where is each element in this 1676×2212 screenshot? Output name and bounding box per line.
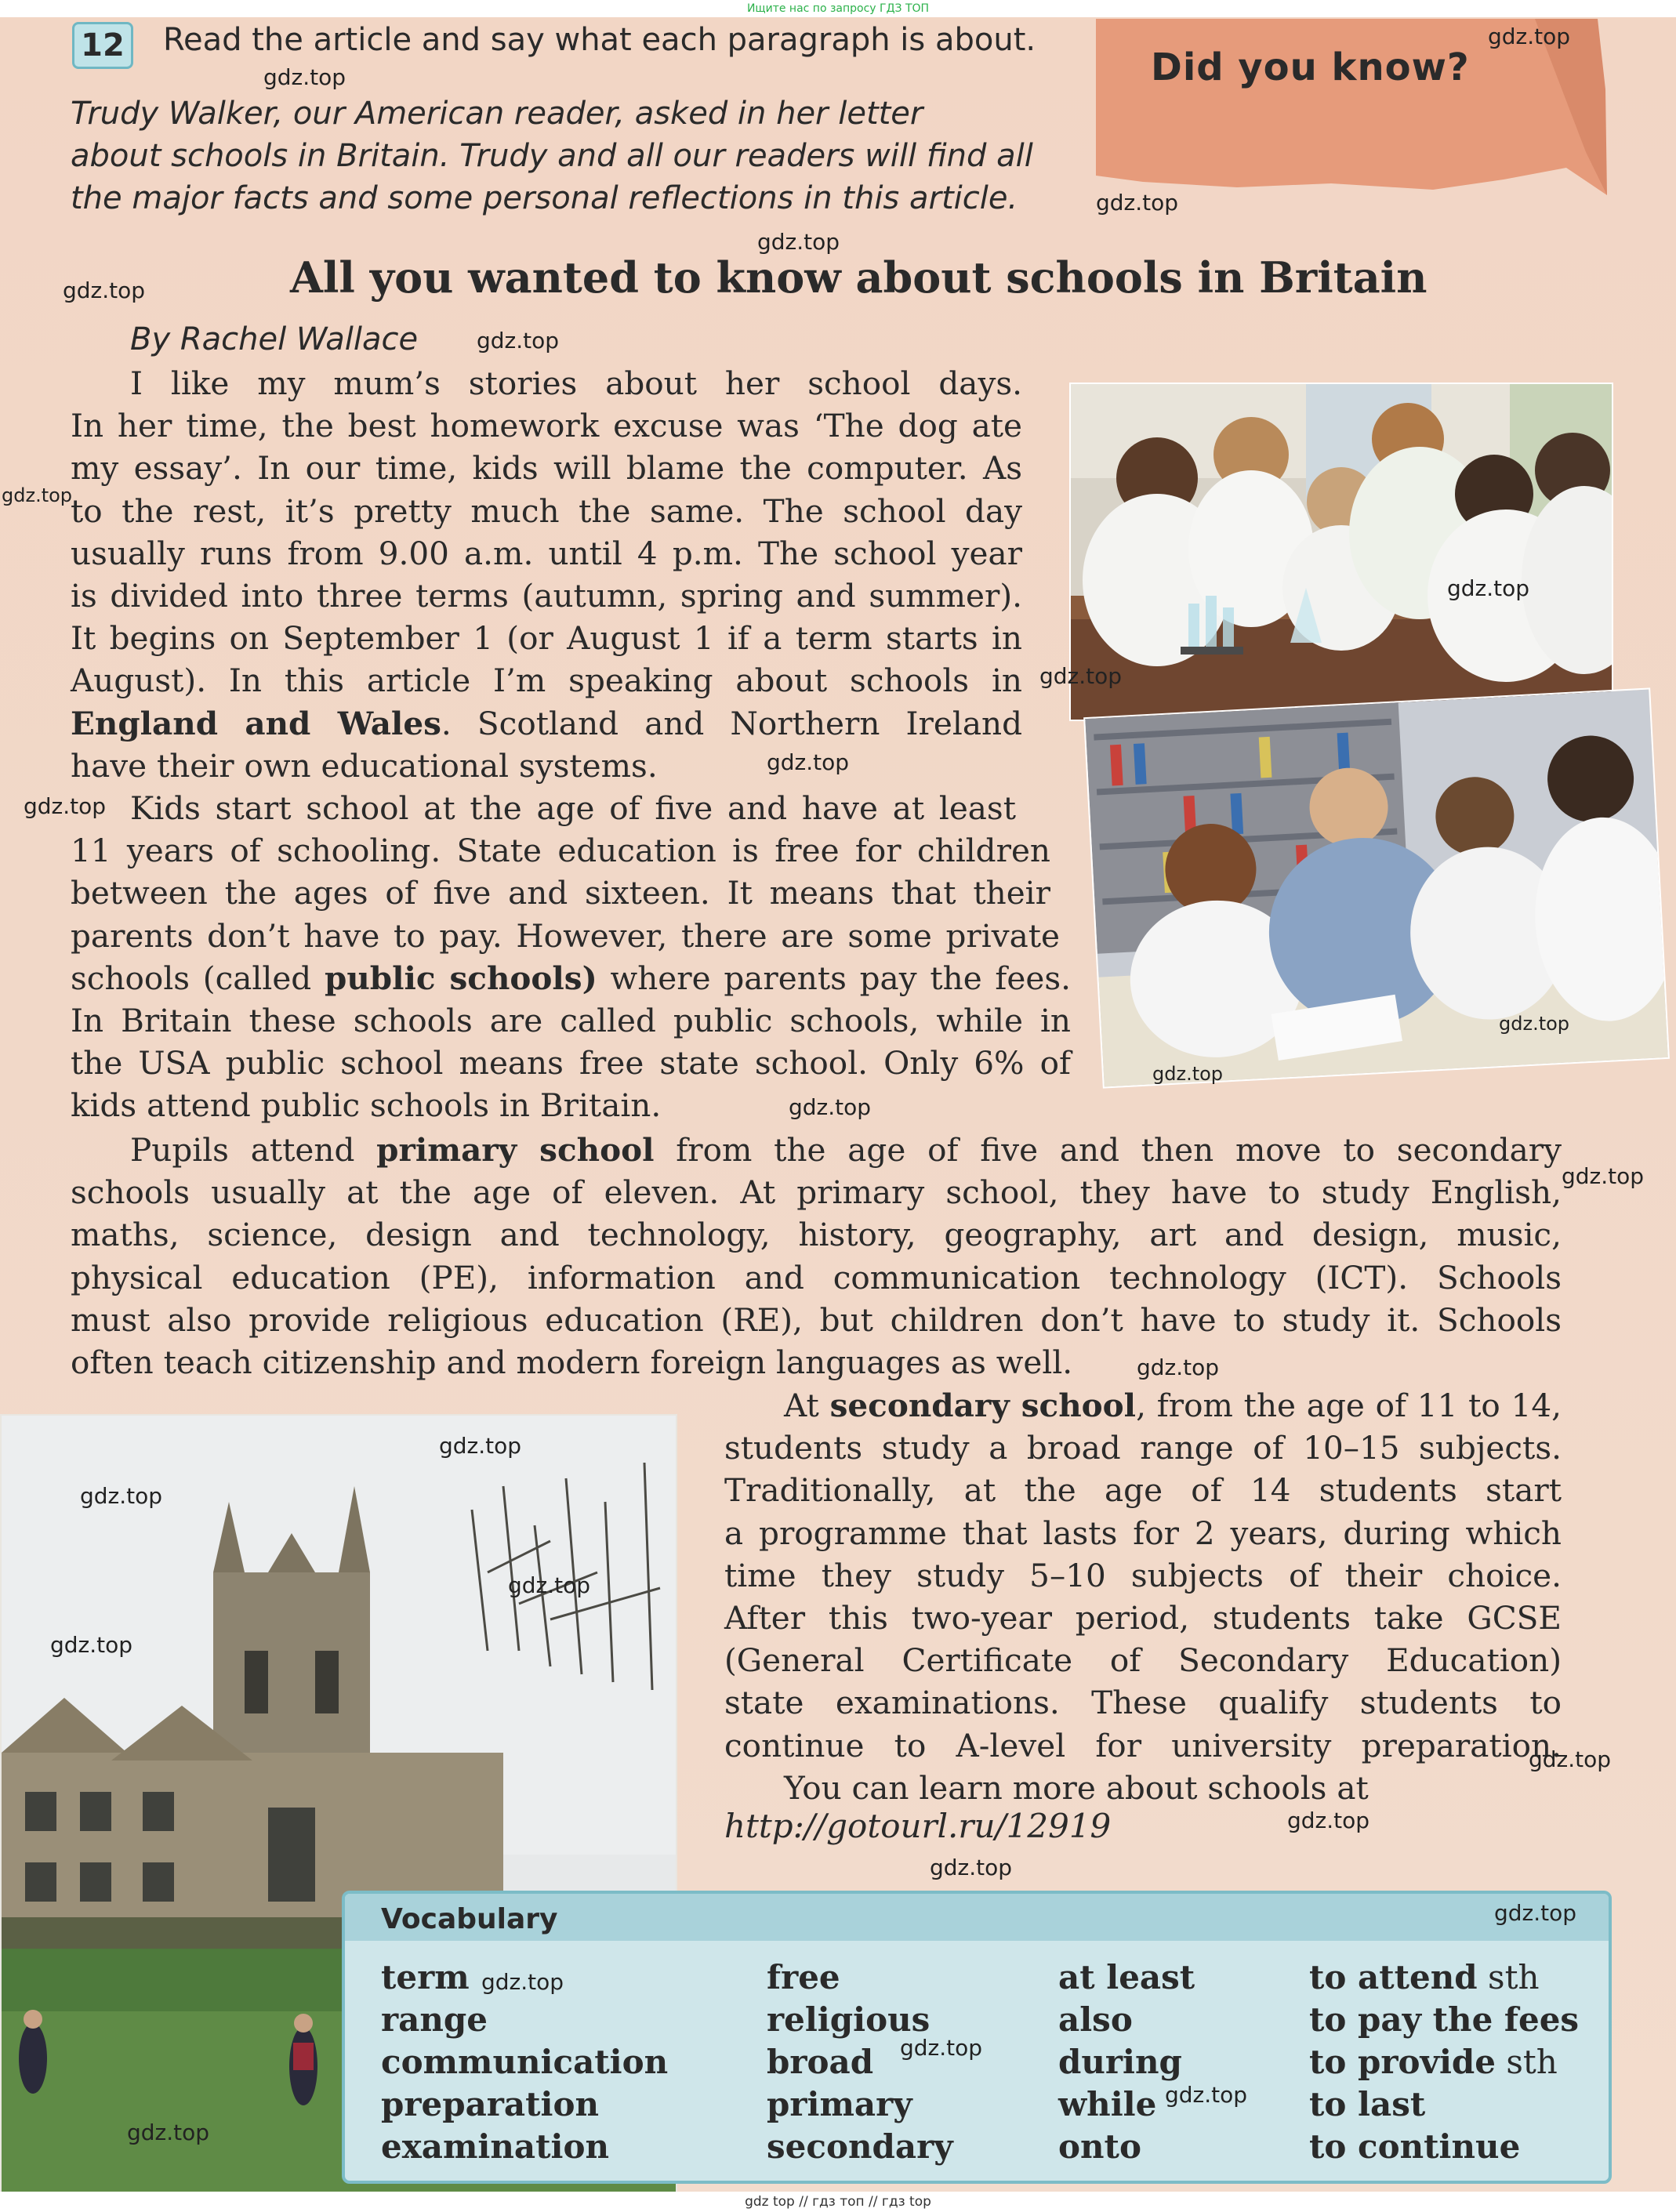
vocab-phrase <box>1309 2126 1579 2168</box>
bold-term: public schools) <box>325 959 597 997</box>
text-line: In Britain these schools are called public schools, while in <box>71 1002 1071 1040</box>
watermark: gdz.top <box>1499 1013 1570 1035</box>
watermark: gdz.top <box>508 1572 591 1598</box>
watermark: gdz.top <box>439 1433 522 1459</box>
text-fragment: Pupils attend <box>130 1131 377 1169</box>
text-line: It begins on September 1 (or August 1 if a term starts in <box>71 619 1022 658</box>
text-line: state examinations. These qualify students to <box>724 1684 1562 1722</box>
text-line <box>724 1384 1562 1427</box>
text-line: August). In this article I’m speaking about schools in <box>71 662 1022 700</box>
text-line: continue to A-level for university preparation. <box>724 1726 1562 1764</box>
text-fragment: where parents pay the fees. <box>597 959 1071 997</box>
vocabulary-column-2 <box>767 1956 953 2168</box>
bottom-note: gdz top // гдз топ // гдз top <box>0 2192 1676 2212</box>
paragraph-4 <box>724 1384 1562 1809</box>
vocabulary-column-4 <box>1309 1956 1579 2168</box>
watermark: gdz.top <box>63 277 146 303</box>
vocab-phrase <box>1309 1999 1579 2041</box>
vocab-word: religious <box>767 2000 931 2039</box>
watermark: gdz.top <box>1488 24 1571 49</box>
article-byline: By Rachel Wallace <box>130 321 419 357</box>
watermark: gdz.top <box>127 2120 210 2145</box>
text-line: between the ages of five and sixteen. It means that their <box>71 874 1050 912</box>
watermark: gdz.top <box>767 749 850 775</box>
text-line: a programme that lasts for 2 years, during which <box>724 1514 1562 1552</box>
text-line: the USA public school means free state school. Only 6% of <box>71 1044 1071 1082</box>
vocab-word: term <box>381 1958 470 1996</box>
text-line: kids attend public schools in Britain. <box>71 1086 662 1125</box>
vocab-phrase-bold: to pay the fees <box>1309 2000 1580 2039</box>
text-line <box>71 1129 1562 1171</box>
text-fragment: . Scotland and Northern Ireland <box>441 704 1022 742</box>
vocab-word: primary <box>767 2085 912 2123</box>
watermark: gdz.top <box>24 793 107 819</box>
vocab-phrase-bold: to last <box>1309 2085 1426 2123</box>
vocab-word: examination <box>381 2127 610 2166</box>
watermark: gdz.top <box>1039 663 1123 689</box>
watermark: gdz.top <box>477 328 560 354</box>
vocab-phrase-object: sth <box>1496 2043 1558 2081</box>
vocab-phrase-bold: to continue <box>1309 2127 1521 2166</box>
photo-library <box>1083 687 1670 1088</box>
vocabulary-title: Vocabulary <box>381 1903 558 1935</box>
watermark: gdz.top <box>1137 1354 1220 1380</box>
vocab-word: onto <box>1058 2127 1141 2166</box>
intro-line: about schools in Britain. Trudy and all our readers will find all <box>71 138 1033 174</box>
text-line: After this two-year period, students take GCSE <box>724 1599 1562 1637</box>
vocab-phrase-bold: to attend <box>1309 1958 1478 1996</box>
watermark: gdz.top <box>481 1969 564 1995</box>
text-fragment: schools (called <box>71 959 325 997</box>
watermark: gdz.top <box>263 64 346 90</box>
exercise-instruction: Read the article and say what each paragraph is about. <box>163 22 1036 58</box>
vocab-word: preparation <box>381 2085 600 2123</box>
library-illustration <box>1085 689 1668 1086</box>
vocab-word: at least <box>1058 1958 1195 1996</box>
vocab-word: range <box>381 2000 488 2039</box>
text-line: time they study 5–10 subjects of their choice. <box>724 1556 1562 1594</box>
vocab-phrase <box>1309 1956 1579 1999</box>
text-line: Kids start school at the age of five and have at least <box>130 789 1016 827</box>
intro-line: Trudy Walker, our American reader, asked in her letter <box>71 96 923 132</box>
text-line: schools usually at the age of eleven. At primary school, they have to study English, <box>71 1173 1562 1212</box>
text-line: maths, science, design and technology, history, geography, art and design, music, <box>71 1216 1562 1254</box>
text-line <box>71 957 1071 999</box>
watermark: gdz.top <box>80 1483 163 1509</box>
did-you-know-label: Did you know? <box>1151 45 1470 89</box>
watermark: gdz.top <box>1494 1900 1577 1926</box>
text-line: usually runs from 9.00 a.m. until 4 p.m. The school year <box>71 534 1022 572</box>
text-line: must also provide religious education (RE), but children don’t have to study it. Schools <box>71 1300 1562 1339</box>
intro-line: the major facts and some personal reflections in this article. <box>71 180 1018 216</box>
vocab-word: free <box>767 1958 840 1996</box>
watermark: gdz.top <box>900 2035 983 2061</box>
text-line: often teach citizenship and modern foreign languages as well. <box>71 1344 1073 1382</box>
watermark: gdz.top <box>50 1632 133 1658</box>
text-line: You can learn more about schools at <box>784 1768 1369 1807</box>
vocab-word: also <box>1058 2000 1133 2039</box>
paragraph-2 <box>71 787 1071 1127</box>
bold-term: England and Wales <box>71 704 441 742</box>
vocab-phrase-bold: to provide <box>1309 2043 1496 2081</box>
vocab-word: while <box>1058 2085 1157 2123</box>
watermark: gdz.top <box>1165 2082 1248 2108</box>
text-line: physical education (PE), information and communication technology (ICT). Schools <box>71 1258 1562 1296</box>
bold-term: secondary school <box>829 1387 1137 1424</box>
watermark: gdz.top <box>1562 1163 1645 1189</box>
text-line: (General Certificate of Secondary Education) <box>724 1641 1562 1680</box>
vocab-phrase <box>1309 2083 1579 2126</box>
text-line: have their own educational systems. <box>71 746 658 785</box>
exercise-intro <box>71 92 1090 219</box>
vocab-word: broad <box>767 2043 874 2081</box>
text-line: 11 years of schooling. State education is free for children <box>71 832 1050 870</box>
science-lab-illustration <box>1071 384 1612 720</box>
text-line: is divided into three terms (autumn, spring and summer). <box>71 577 1022 615</box>
text-line: students study a broad range of 10–15 subjects. <box>724 1429 1562 1467</box>
watermark: gdz.top <box>1447 575 1530 601</box>
vocab-word: during <box>1058 2043 1182 2081</box>
article-title: All you wanted to know about schools in Britain <box>290 252 1428 303</box>
text-line: In her time, the best homework excuse was ‘The dog ate <box>71 407 1022 445</box>
paragraph-1 <box>71 362 1022 787</box>
text-line: Traditionally, at the age of 14 students start <box>724 1471 1562 1510</box>
exercise-number-badge: 12 <box>72 22 133 69</box>
text-line: to the rest, it’s pretty much the same. The school day <box>71 491 1022 530</box>
watermark: gdz.top <box>930 1855 1013 1880</box>
watermark: gdz.top <box>2 484 73 506</box>
text-line <box>71 702 1022 745</box>
watermark: gdz.top <box>757 229 840 255</box>
text-line: my essay’. In our time, kids will blame the computer. As <box>71 449 1022 488</box>
text-line: I like my mum’s stories about her school days. <box>130 364 1022 402</box>
text-fragment: from the age of five and then move to secondary <box>654 1131 1562 1169</box>
watermark: gdz.top <box>1096 190 1179 216</box>
watermark: gdz.top <box>1529 1746 1612 1772</box>
vocab-word: communication <box>381 2043 669 2081</box>
watermark: gdz.top <box>1152 1063 1224 1085</box>
text-fragment: At <box>784 1387 830 1424</box>
vocabulary-column-3 <box>1058 1956 1195 2168</box>
vocab-word: secondary <box>767 2127 953 2166</box>
text-line: parents don’t have to pay. However, there are some private <box>71 916 1060 955</box>
paragraph-3 <box>71 1129 1562 1383</box>
photo-science-lab <box>1069 383 1613 721</box>
text-fragment: , from the age of 11 to 14, <box>1136 1387 1562 1424</box>
watermark: gdz.top <box>1287 1808 1370 1833</box>
watermark: gdz.top <box>789 1094 872 1120</box>
vocab-phrase-object: sth <box>1477 1958 1540 1996</box>
bold-term: primary school <box>376 1131 655 1169</box>
more-info-link[interactable]: http://gotourl.ru/12919 <box>724 1807 1112 1845</box>
vocab-phrase <box>1309 2041 1579 2083</box>
top-search-note: Ищите нас по запросу ГДЗ ТОП <box>0 0 1676 17</box>
